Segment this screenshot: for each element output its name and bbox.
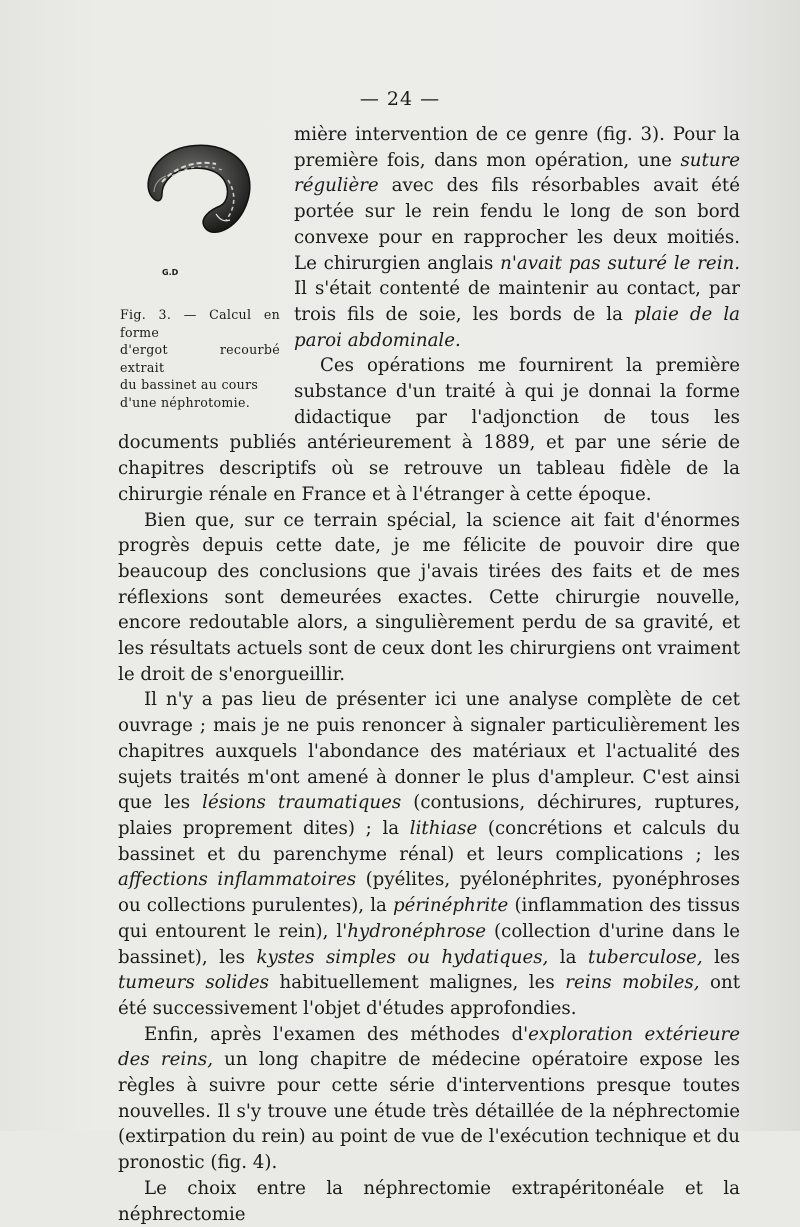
italic-text: tumeurs solides: [118, 972, 269, 994]
italic-text: plaie de la paroi abdominale.: [294, 303, 740, 351]
page-number: — 24 —: [359, 88, 441, 110]
italic-text: n'avait pas suturé le rein.: [500, 252, 741, 274]
text-run: la: [548, 946, 588, 968]
text-run: (collection d'urine dans le bassinet), les: [118, 920, 740, 968]
text-run: Le choix entre la néphrectomie extrapéritonéale et la néphrectomie: [118, 1177, 740, 1225]
text-run: (pyélites, pyélonéphrites, pyonéphroses ou collections purulentes), la: [118, 869, 740, 917]
paragraph: [118, 687, 740, 1021]
italic-text: lithiase: [409, 817, 478, 839]
paragraph: [118, 508, 740, 688]
text-run: Il n'y a pas lieu de présenter ici une analyse complète de cet ouvrage ; mais je ne puis renoncer à signaler particulièrement les chapitres auxquels l'abondance des matériaux et l'actualité des sujets traités m'ont amené à donner le plus d'ampleur. C'est ainsi que les: [118, 689, 740, 814]
figure-caption: [120, 306, 280, 412]
text-run: avec des fils résorbables avait été portée sur le rein fendu le long de son bord convexe pour en rapprocher les deux moitiés. Le chirurgien anglais: [294, 175, 740, 274]
caption-line: d'une néphrotomie.: [120, 394, 251, 410]
text-run: Ces opérations me fournirent la première substance d'un traité à qui je donnai la forme didactique par l'adjonction de tous les documents publiés antérieurement à 1889, et par une série de chapitres descriptifs où se retrouve un tableau fidèle de la chirurgie rénale en France et à l'étranger à cette époque.: [118, 355, 740, 505]
text-run: Bien que, sur ce terrain spécial, la science ait fait d'énormes progrès depuis cette date, je me félicite de pouvoir dire que beaucoup des conclusions que j'avais tirées des faits et de mes réflexions sont demeurées exactes. Cette chirurgie nouvelle, encore redoutable alors, a singulièrement perdu de sa gravité, et les résultats actuels sont de ceux dont les chirurgiens ont vraiment le droit de s'enorgueillir.: [118, 509, 740, 685]
text-run: un long chapitre de médecine opératoire expose les règles à suivre pour cette série d'interventions presque toutes nouvelles. Il s'y trouve une étude très détaillée de la néphrectomie (extirpation du rein) au point de vue de l'exécution technique et du pronostic (fig. 4).: [118, 1049, 740, 1174]
paragraph: [118, 1022, 740, 1176]
italic-text: affections inflammatoires: [118, 869, 357, 891]
caption-line: d'ergot recourbé extrait: [120, 342, 280, 375]
figure-3: [118, 122, 280, 412]
italic-text: reins mobiles,: [565, 972, 700, 994]
italic-text: hydronéphrose: [347, 920, 487, 942]
text-run: mière intervention de ce genre (fig. 3). Pour la première fois, dans mon opération, une: [294, 124, 740, 171]
italic-text: exploration extérieure des reins,: [118, 1023, 740, 1071]
caption-line: Fig. 3. — Calcul en forme: [120, 307, 280, 340]
text-run: ont été successivement l'objet d'études approfondies.: [118, 972, 740, 1019]
figure-label: G.D: [162, 268, 179, 277]
kidney-calculus-figure-icon: [132, 136, 256, 256]
body-text: [118, 122, 740, 1227]
italic-text: tuberculose,: [587, 946, 703, 968]
italic-text: lésions traumatiques: [202, 792, 402, 814]
text-run: les: [702, 946, 740, 968]
text-run: Il s'était contenté de maintenir au contact, par trois fils de soie, les bords de la: [294, 278, 740, 325]
text-run: Enfin, après l'examen des méthodes d': [144, 1023, 529, 1045]
italic-text: kystes simples ou hydatiques,: [256, 946, 549, 968]
text-run: (concrétions et calculs du bassinet et du parenchyme rénal) et leurs complications ; les: [118, 817, 740, 865]
text-run: habituellement malignes, les: [268, 972, 566, 994]
text-run: (inflammation des tissus qui entourent le rein), l': [118, 895, 740, 942]
paragraph: [118, 1176, 740, 1227]
italic-text: suture régulière: [294, 149, 740, 197]
caption-line: du bassinet au cours: [120, 377, 259, 393]
text-run: (contusions, déchirures, ruptures, plaies proprement dites) ; la: [118, 792, 740, 839]
italic-text: périnéphrite: [392, 895, 509, 917]
